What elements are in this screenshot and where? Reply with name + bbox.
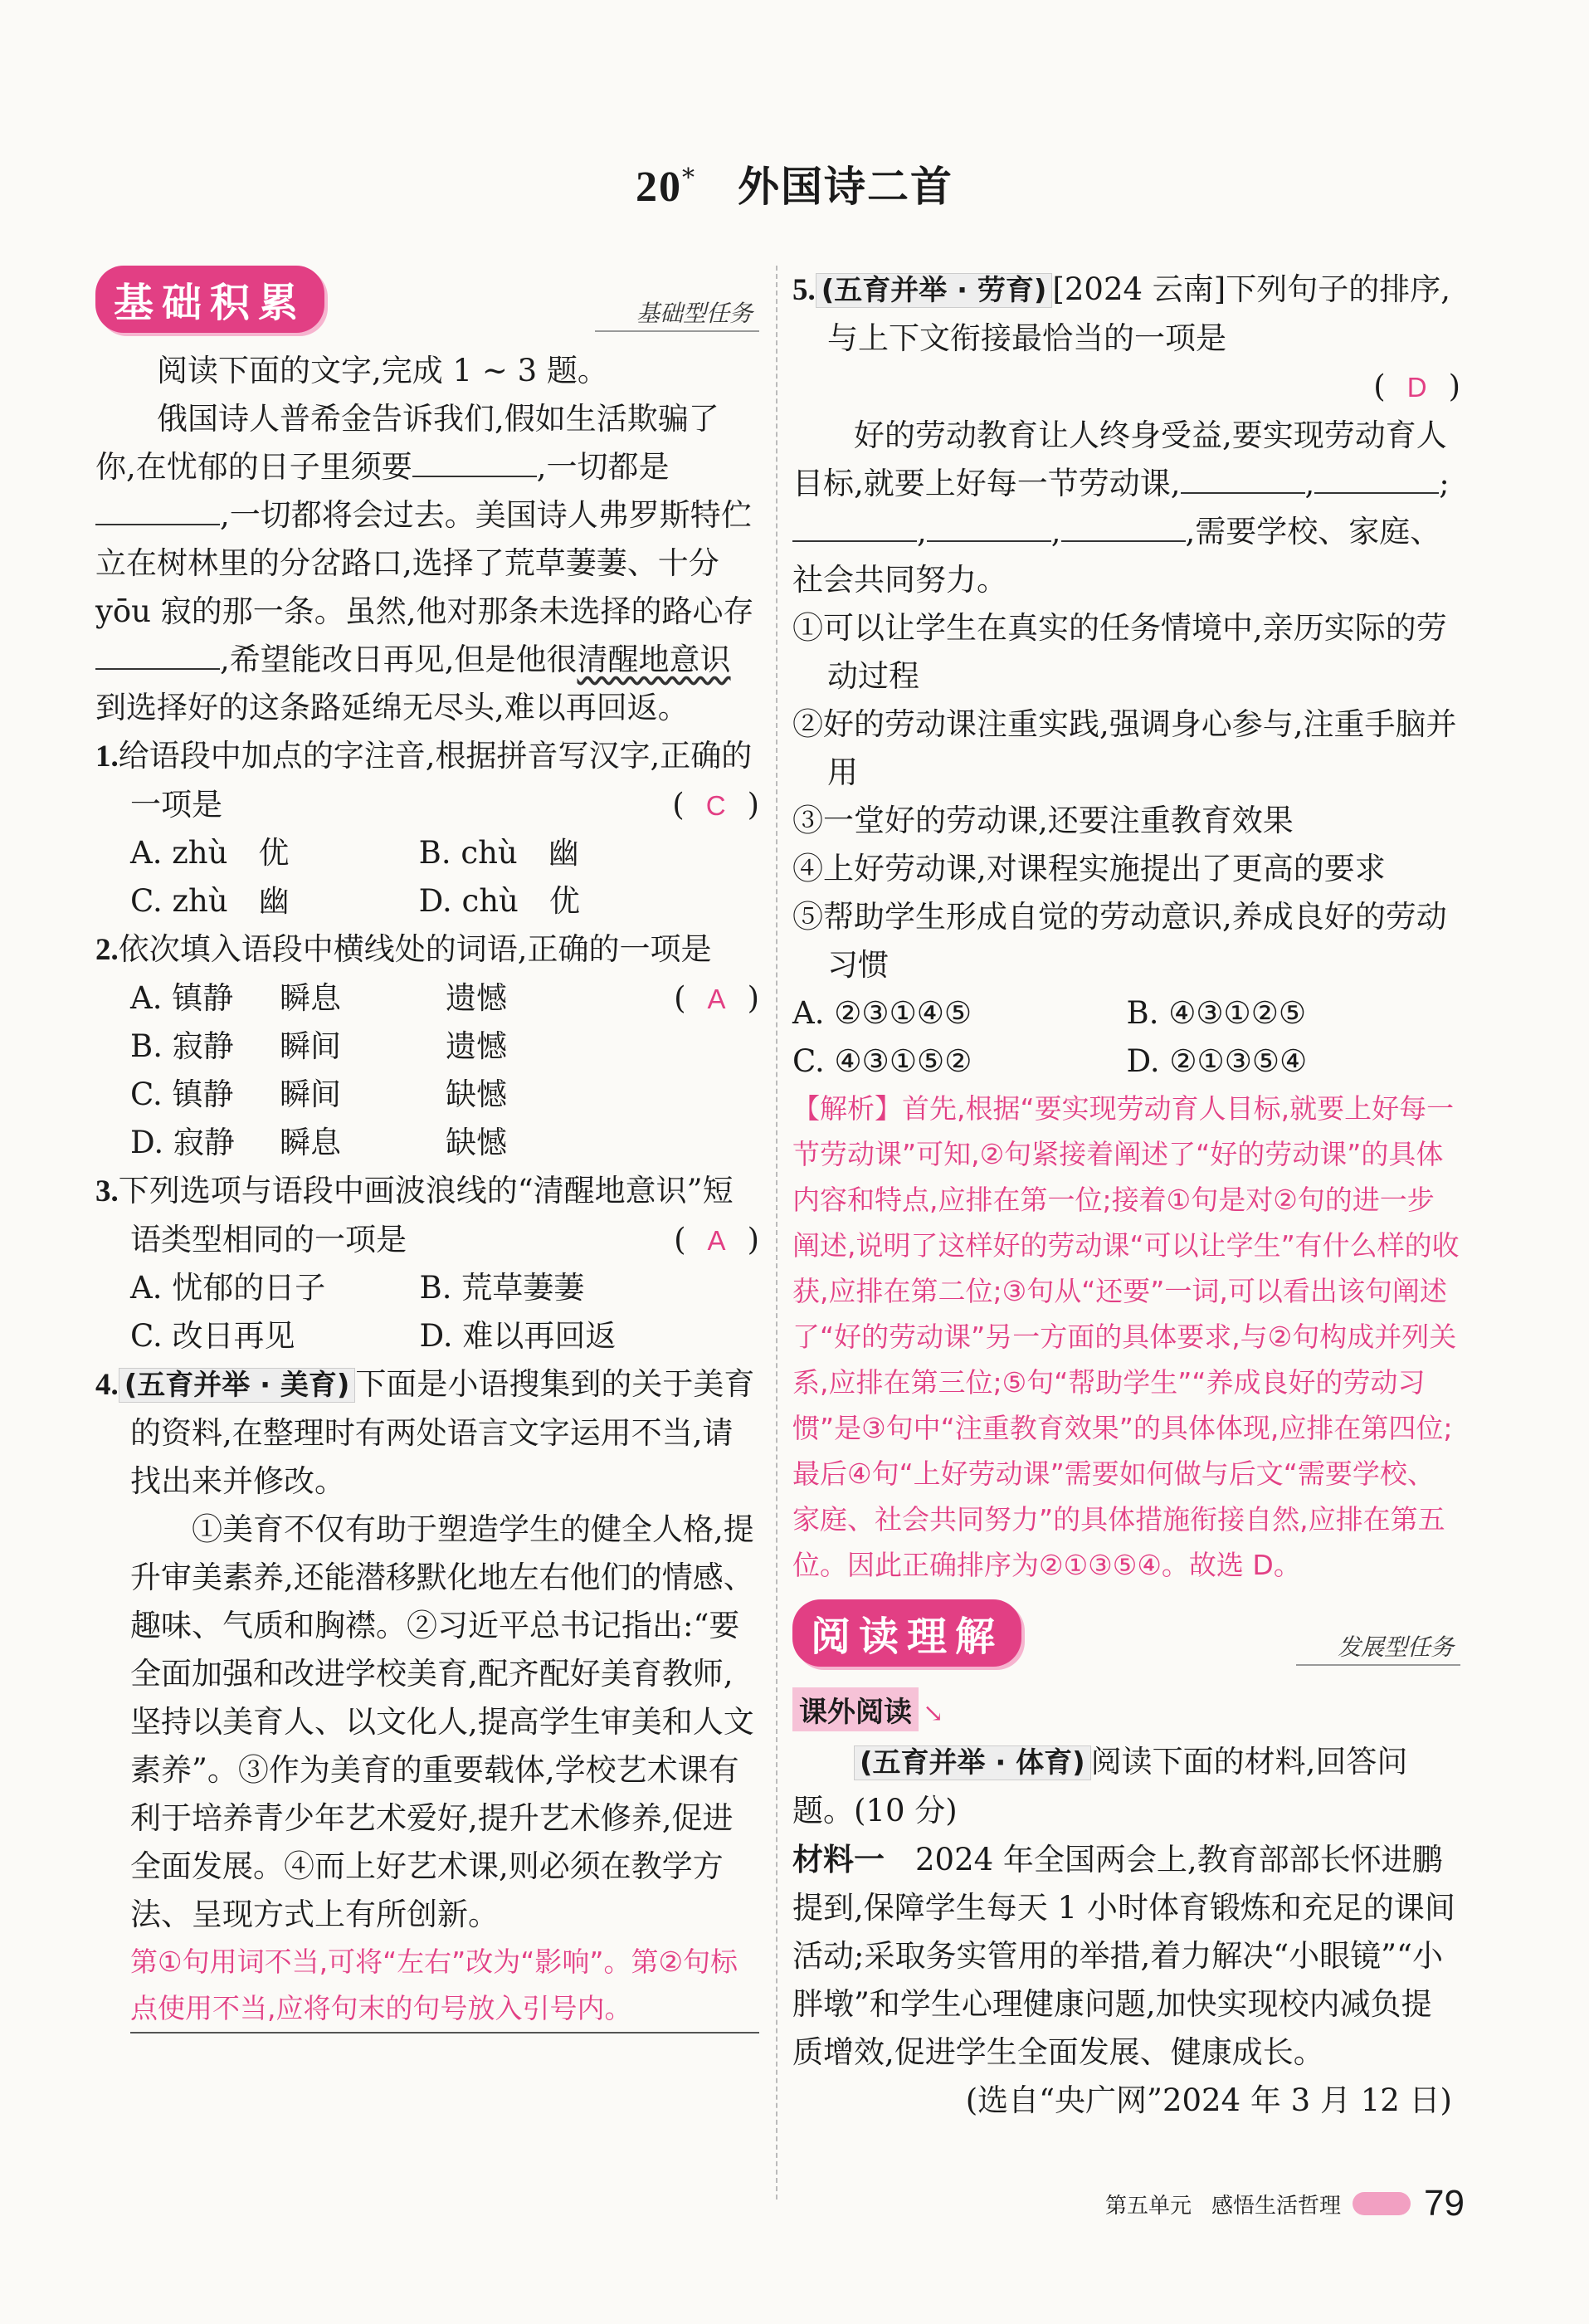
option-a: A. 忧郁的日子: [130, 1270, 326, 1306]
arrow-icon: ↘: [923, 1699, 944, 1728]
question-text: 下面是小语搜集到的关于美育的资料,在整理时有两处语言文字运用不当,请找出来并修改。: [130, 1366, 755, 1499]
passage-text: 好的劳动教育让人终身受益,要实现劳动育人目标,就要上好每一节劳动课,: [792, 417, 1447, 501]
footer-unit: 第五单元: [1105, 2193, 1192, 2219]
option-cell: D. 寂静: [130, 1125, 235, 1160]
wavy-underlined-phrase: 清醒地意识: [577, 642, 731, 677]
question-tag: (五育并举 · 劳育): [816, 273, 1053, 308]
question-tag: (五育并举 · 美育): [119, 1368, 356, 1403]
question-number: 3.: [95, 1174, 119, 1208]
option-d: D. chù 优: [418, 883, 580, 919]
answer-bracket: [792, 363, 1460, 412]
publisher-logo-icon: [1353, 2192, 1411, 2215]
section-badge: 阅读理解: [792, 1599, 1021, 1667]
page-title: [0, 154, 1589, 213]
option-a: A. ②③①④⑤: [792, 995, 972, 1031]
option-b: B. ④③①②⑤: [1126, 995, 1307, 1031]
question-text: 下列选项与语段中画波浪线的“清醒地意识”短语类型相同的一项是: [118, 1173, 734, 1257]
material-one: [792, 1835, 1460, 2077]
sentence-item: ③一堂好的劳动课,还要注重教育效果: [792, 803, 1294, 838]
material-label: 材料一: [792, 1841, 885, 1877]
sentence-item: ⑤帮助学生形成自觉的劳动意识,养成良好的劳动习惯: [792, 899, 1447, 983]
column-divider: [776, 266, 777, 2200]
option-cell: 瞬息: [280, 1125, 341, 1160]
question-text: 依次填入语段中横线处的词语,正确的一项是: [118, 931, 712, 967]
option-cell: A. 镇静: [130, 980, 234, 1016]
question-3: [95, 1167, 759, 1264]
option-cell: 缺憾: [446, 1125, 507, 1160]
reading-intro: 阅读下面的文字,完成 1 ~ 3 题。: [157, 353, 608, 388]
page-number: 79: [1424, 2183, 1465, 2224]
page-footer: [1105, 2183, 1465, 2224]
answer-blank: [927, 515, 1051, 542]
question-5-analysis: 【解析】首先,根据“要实现劳动育人目标,就要上好每一节劳动课”可知,②句紧接着阐述了“好的劳动课”的具体内容和特点,应排在第一位;接着①句是对②句的进一步阐述,说明了这样好的劳动课“可以让学生”有什么样的收获,应排在第二位;③句从“还要”一词,可以看出该句阐述了“好的劳动课”另一方面的具体要求,与②句构成并列关系,应排在第三位;⑤句“帮助学生”“养成良好的劳动习惯”是③句中“注重教育效果”的具体体现,应排在第四位;最后④句“上好劳动课”需要如何做与后文“需要学校、家庭、社会共同努力”的具体措施衔接自然,应排在第五位。因此正确排序为②①③⑤④。故选 D。: [792, 1092, 1460, 1581]
answer-blank: [1181, 467, 1305, 494]
option-d: D. ②①③⑤④: [1126, 1043, 1308, 1079]
passage-text: ,一切都将会过去。美国诗人弗罗斯特伫立在树林里的分岔路口,选择了荒草萋萋、十分 yōu 寂的那一条。虽然,他对那条未选择的路心存: [95, 497, 754, 629]
lesson-name: 外国诗二首: [738, 163, 953, 211]
option-c: C. 改日再见: [130, 1318, 295, 1354]
answer-blank: [412, 451, 537, 477]
question-1-options: [95, 829, 707, 925]
passage-text: 俄国诗人普希金告诉我们,假如生活欺骗了你,在忧郁的日子里须要: [95, 401, 719, 485]
option-b: B. chù 幽: [418, 835, 579, 871]
question-text: 下列句子的排序,与上下文衔接最恰当的一项是: [827, 271, 1450, 356]
option-cell: 缺憾: [446, 1077, 507, 1112]
question-tag: (五育并举 · 体育): [854, 1745, 1091, 1780]
question-number: 5.: [792, 273, 816, 307]
option-cell: 遗憾: [446, 1028, 507, 1064]
option-cell: 瞬间: [280, 1077, 341, 1112]
sentence-item: ②好的劳动课注重实践,强调身心参与,注重手脑并用: [792, 706, 1457, 790]
answer-blank: [1061, 515, 1186, 542]
option-a: A. zhù 优: [130, 835, 290, 871]
answer-value: C: [705, 790, 726, 821]
footer-theme: 感悟生活哲理: [1211, 2193, 1342, 2219]
paren-right: ): [747, 787, 759, 823]
paren-left: (: [672, 787, 685, 823]
question-3-options: [95, 1264, 709, 1360]
passage-text: ,一切都是: [536, 449, 670, 485]
question-text: 给语段中加点的字注音,根据拼音写汉字,正确的一项是: [118, 738, 753, 823]
lesson-star: *: [682, 164, 696, 193]
instruction-text: 阅读下面的材料,回答问题。(10 分): [792, 1744, 1408, 1828]
paren-left: (: [674, 980, 686, 1016]
option-cell: 瞬间: [280, 1028, 341, 1064]
answer-blank: [95, 643, 220, 670]
answer-blank: [95, 499, 220, 525]
question-4: [95, 1360, 759, 1506]
right-column: [792, 266, 1460, 2125]
paren-right: ): [1448, 369, 1460, 404]
question-5: [792, 266, 1460, 363]
subhead-row: [792, 1681, 1460, 1738]
option-cell: 瞬息: [280, 980, 341, 1016]
option-c: C. ④③①⑤②: [792, 1043, 972, 1079]
option-cell: 遗憾: [446, 980, 507, 1016]
option-d: D. 难以再回返: [419, 1318, 617, 1354]
lesson-number: 20: [636, 164, 682, 211]
left-column: [95, 266, 759, 2034]
question-5-options: [792, 989, 1460, 1086]
paren-right: ): [747, 1222, 759, 1257]
section-tag: 基础型任务: [595, 295, 759, 332]
question-number: 1.: [95, 740, 119, 774]
question-number: 2.: [95, 933, 119, 967]
option-cell: C. 镇静: [130, 1077, 234, 1112]
question-1: [95, 732, 759, 829]
paren-right: ): [747, 980, 759, 1016]
question-4-material: ①美育不仅有助于塑造学生的健全人格,提升审美素养,还能潜移默化地左右他们的情感、趣味、气质和胸襟。②习近平总书记指出:“要全面加强和改进学校美育,配齐配好美育教师,坚持以美育人、以文化人,提高学生审美和人文素养”。③作为美育的重要载体,学校艺术课有利于培养青少年艺术爱好,提升艺术修养,促进全面发展。④而上好艺术课,则必须在教学方法、呈现方式上有所创新。: [130, 1511, 754, 1932]
option-c: C. zhù 幽: [130, 883, 290, 919]
question-source: [2024 云南]: [1052, 271, 1226, 307]
reading-passage: [95, 395, 759, 732]
reading-instructions: [792, 1738, 1460, 1835]
paren-left: (: [1373, 369, 1386, 404]
option-cell: B. 寂静: [130, 1028, 234, 1064]
answer-blank: [1314, 467, 1439, 494]
section-badge: 基础积累: [95, 266, 324, 333]
answer-value: D: [1406, 372, 1427, 403]
question-2-options: [95, 974, 709, 1167]
answer-value: A: [707, 1225, 726, 1256]
section-tag: 发展型任务: [1296, 1629, 1460, 1666]
option-b: B. 荒草萋萋: [419, 1270, 585, 1306]
question-5-passage: 好的劳动教育让人终身受益,要实现劳动育人目标,就要上好每一节劳动课, , ;, , ,需要学校、家庭、社会共同努力。: [792, 417, 1450, 598]
passage-text: 需要学校、家庭、社会共同努力。: [792, 514, 1441, 598]
section-header-reading: [792, 1599, 1460, 1676]
subhead-extracurricular: 课外阅读: [792, 1687, 919, 1731]
section-header-basic: [95, 266, 759, 342]
passage-text: 到选择好的这条路延绵无尽头,难以再回返。: [95, 690, 689, 725]
answer-bracket: [674, 1216, 759, 1265]
question-number: 4.: [95, 1368, 119, 1402]
answer-blank: [792, 515, 917, 542]
sentence-item: ④上好劳动课,对课程实施提出了更高的要求: [792, 851, 1386, 886]
answer-value: A: [707, 984, 726, 1014]
answer-bracket: [672, 781, 759, 830]
sentence-item: ①可以让学生在真实的任务情境中,亲历实际的劳动过程: [792, 610, 1447, 694]
answer-bracket: [674, 974, 759, 1023]
material-source: (选自“央广网”2024 年 3 月 12 日): [965, 2082, 1452, 2118]
passage-text: ,希望能改日再见,但是他很: [220, 642, 578, 677]
paren-left: (: [674, 1222, 686, 1257]
material-text: 2024 年全国两会上,教育部部长怀进鹏提到,保障学生每天 1 小时体育锻炼和充足的课间活动;采取务实管用的举措,着力解决“小眼镜”“小胖墩”和学生心理健康问题,加快实现校内减负提质增效,促进学生全面发展、健康成长。: [792, 1842, 1455, 2070]
question-4-answer: 第①句用词不当,可将“左右”改为“影响”。第②句标点使用不当,应将句末的句号放入引号内。: [130, 1939, 759, 2034]
